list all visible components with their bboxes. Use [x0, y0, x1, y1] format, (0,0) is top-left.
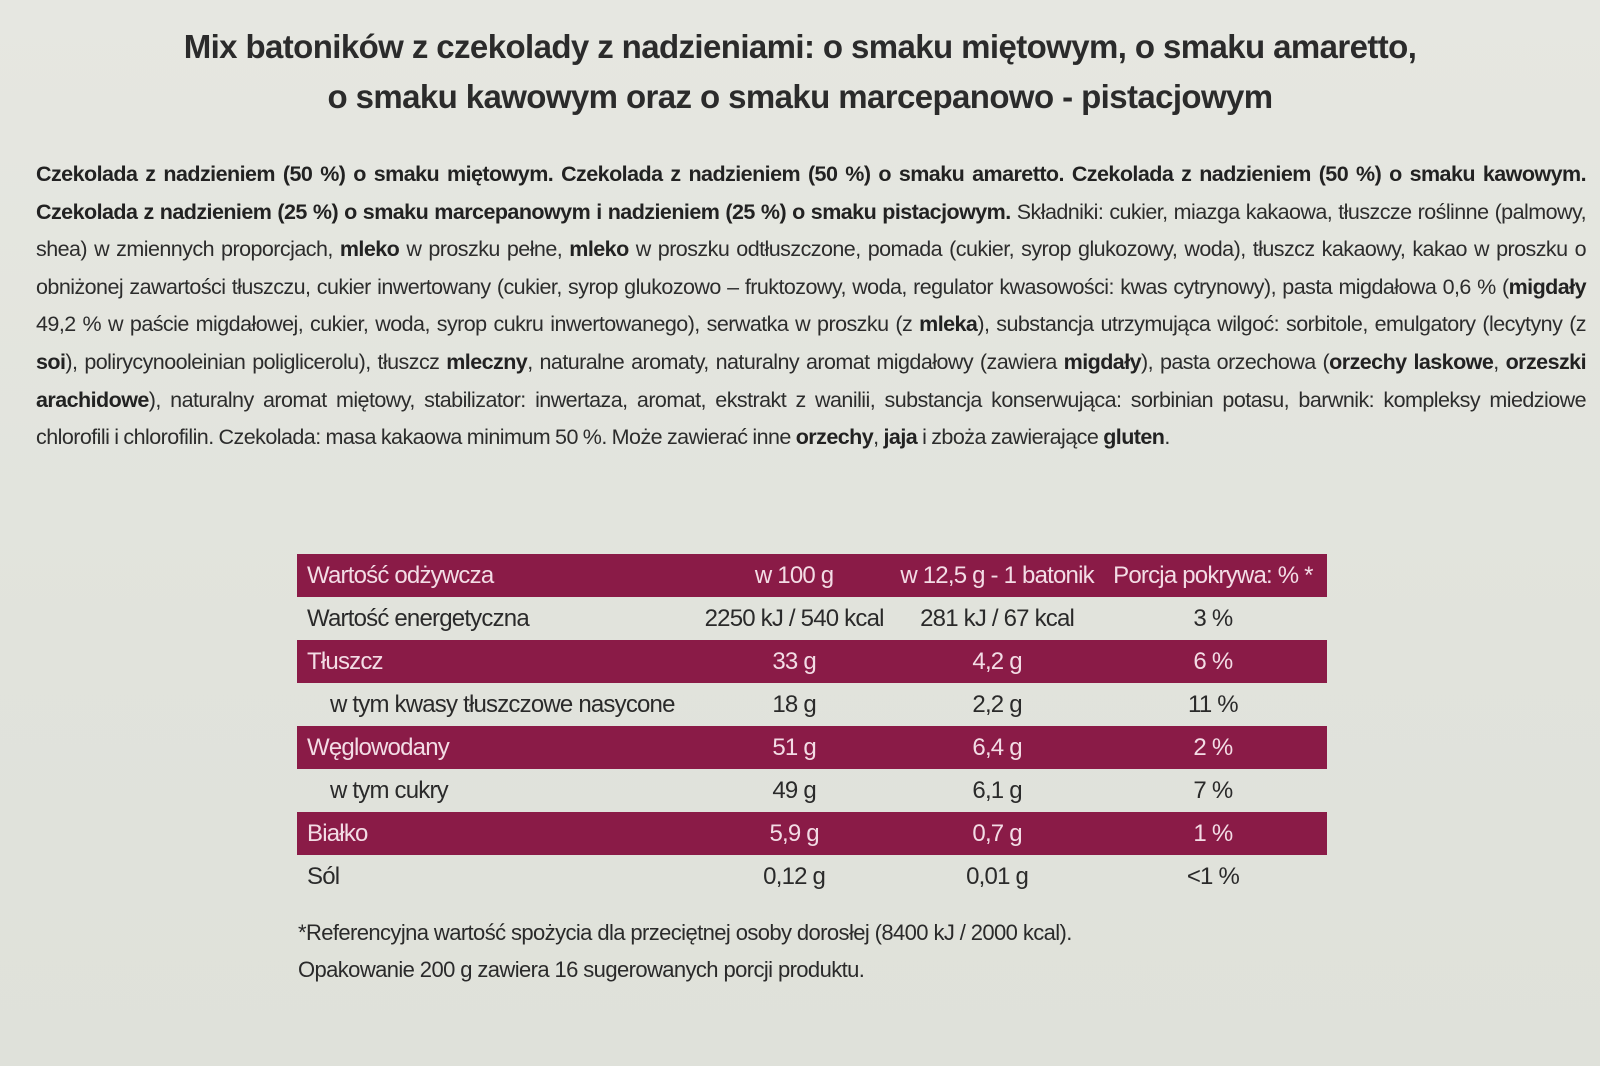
allergen: jaja: [883, 425, 918, 450]
allergen: migdały: [1063, 349, 1142, 374]
value-per-bar: 281 kJ / 67 kcal: [920, 604, 1075, 632]
value-per-100g: 49 g: [772, 776, 816, 804]
ingredients-text: Składniki: cukier, miazga kakaowa, tłuszcze roślinne (palmowy, shea) w zmiennych proporcjach,: [36, 199, 1586, 262]
allergen: gluten: [1103, 425, 1165, 450]
table-row: [297, 640, 1327, 683]
value-portion-percent: 7 %: [1193, 776, 1233, 804]
nutrition-table: [297, 554, 1327, 898]
nutrient-name: Wartość energetyczna: [307, 604, 529, 632]
value-portion-percent: 11 %: [1188, 690, 1238, 718]
allergen: migdały: [1508, 274, 1586, 299]
nutrition-header-row: [297, 554, 1327, 597]
ingredients-text: ), pasta orzechowa (: [1141, 349, 1330, 374]
allergen: mleka: [919, 312, 978, 337]
value-per-100g: 18 g: [772, 690, 816, 718]
table-row: [297, 855, 1327, 898]
value-portion-percent: <1 %: [1186, 862, 1239, 890]
nutrient-name: w tym cukry: [330, 776, 448, 804]
nutrient-name: Węglowodany: [297, 726, 693, 769]
value-per-100g: 33 g: [693, 640, 895, 683]
allergen: mleko: [339, 237, 400, 262]
nutrient-name: Białko: [297, 812, 693, 855]
value-per-bar: 0,01 g: [966, 862, 1029, 890]
value-per-bar: 6,4 g: [895, 726, 1098, 769]
table-row: [297, 769, 1327, 812]
ingredients-text: 49,2 % w paście migdałowej, cukier, woda, syrop cukru inwertowanego), serwatka w proszku (z: [36, 312, 920, 337]
ingredients-text: , naturalne aromaty, naturalny aromat migdałowy (zawiera: [527, 349, 1064, 374]
header-per-100g: w 100 g: [693, 554, 895, 597]
footnotes: [298, 914, 1072, 988]
value-per-100g: 5,9 g: [693, 812, 895, 855]
ingredients-text: ), naturalny aromat miętowy, stabilizator: inwertaza, aromat, ekstrakt z wanilii, substancja konserwująca: sorbinian potasu, barwnik: kompleksy miedziowe chlorofili i chlorofilin. Czekolada: masa kakaowa minimum 50 %. Może zawierać inne: [36, 387, 1586, 450]
nutrient-name: w tym kwasy tłuszczowe nasycone: [330, 690, 675, 718]
product-title-line-1: Mix batoników z czekolady z nadzieniami: o smaku miętowym, o smaku amaretto,: [183, 28, 1417, 65]
ingredients-text: .: [1164, 425, 1170, 450]
allergen: orzeszki arachidowe: [36, 349, 1587, 412]
ingredients-text: i zboża zawierające: [917, 425, 1104, 450]
table-row: [297, 683, 1327, 726]
value-per-bar: 4,2 g: [895, 640, 1098, 683]
table-row: [297, 726, 1327, 769]
header-nutrient: Wartość odżywcza: [297, 554, 693, 597]
ingredients-paragraph: [36, 156, 1586, 457]
package-portions-note: Opakowanie 200 g zawiera 16 sugerowanych porcji produktu.: [298, 957, 865, 982]
allergen: mleko: [569, 237, 629, 262]
value-per-bar: 6,1 g: [972, 776, 1022, 804]
value-per-bar: 2,2 g: [972, 690, 1022, 718]
ingredients-text: w proszku odtłuszczone, pomada (cukier, syrop glukozowy, woda), tłuszcz kakaowy, kakao w proszku o obniżonej zawartości tłuszczu, cukier inwertowany (cukier, syrop glukozowo – fruktozowy, woda, regulator kwasowości: kwas cytrynowy), pasta migdałowa 0,6 % (: [36, 237, 1587, 299]
value-per-bar: 0,7 g: [895, 812, 1098, 855]
product-description: Czekolada z nadzieniem (50 %) o smaku miętowym. Czekolada z nadzieniem (50 %) o smaku amaretto. Czekolada z nadzieniem (50 %) o smaku kawowym. Czekolada z nadzieniem (25 %) o smaku marcepanowym i nadzieniem (25 %) o smaku pistacjowym.: [36, 162, 1586, 224]
table-row: [297, 597, 1327, 640]
allergen: mleczny: [446, 349, 528, 374]
value-per-100g: 51 g: [693, 726, 895, 769]
reference-intake-note: *Referencyjna wartość spożycia dla przeciętnej osoby dorosłej (8400 kJ / 2000 kcal).: [298, 920, 1072, 945]
nutrient-name: Sól: [307, 862, 340, 890]
header-portion-percent: Porcja pokrywa: % *: [1099, 554, 1327, 597]
table-row: [297, 812, 1327, 855]
value-per-100g: 2250 kJ / 540 kcal: [704, 604, 884, 632]
allergen: soi: [36, 349, 66, 374]
ingredients-text: w proszku pełne,: [399, 237, 570, 262]
allergen: orzechy laskowe: [1329, 349, 1494, 374]
product-title-line-2: o smaku kawowym oraz o smaku marcepanowo - pistacjowym: [327, 78, 1273, 115]
value-portion-percent: 3 %: [1193, 604, 1233, 632]
value-portion-percent: 2 %: [1099, 726, 1327, 769]
value-portion-percent: 1 %: [1099, 812, 1327, 855]
ingredients-text: ), polirycynooleinian poliglicerolu), tłuszcz: [65, 349, 447, 374]
allergen: orzechy: [795, 425, 874, 450]
ingredients-text: ,: [873, 425, 884, 450]
header-per-bar: w 12,5 g - 1 batonik: [895, 554, 1098, 597]
nutrient-name: Tłuszcz: [297, 640, 693, 683]
value-portion-percent: 6 %: [1099, 640, 1327, 683]
ingredients-text: ), substancja utrzymująca wilgoć: sorbitole, emulgatory (lecytyny (z: [977, 312, 1587, 337]
ingredients-text: ,: [1493, 349, 1506, 374]
product-title: [0, 22, 1600, 122]
value-per-100g: 0,12 g: [763, 862, 826, 890]
